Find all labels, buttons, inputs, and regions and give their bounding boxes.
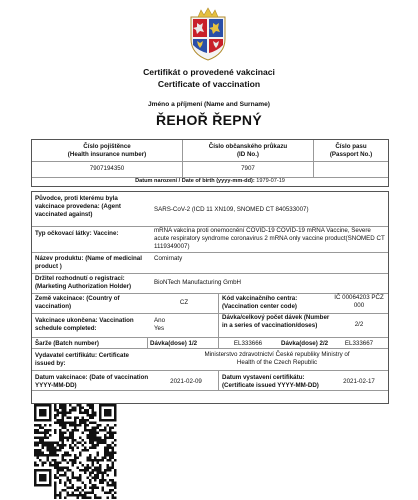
dose1-value: EL333666 xyxy=(233,340,263,347)
country-label: Země vakcinace: (Country of vaccination) xyxy=(35,295,120,310)
dose2-value: EL333667 xyxy=(344,340,374,347)
issuer-label: Vydavatel certifikátu: Certificate issued by: xyxy=(35,352,129,367)
title-czech: Certifikát o provedené vakcinaci xyxy=(143,67,275,77)
product-value: Comirnaty xyxy=(154,255,183,262)
idcard-value: 7907 xyxy=(241,165,255,172)
disease-value: SARS-CoV-2 (ICD 11 XN109, SNOMED CT 840533007) xyxy=(154,206,309,213)
ids-table xyxy=(31,139,389,187)
insurance-label: Číslo pojištěnce (Health insurance number) xyxy=(67,143,147,158)
completed-label: Vakcinace ukončena: Vaccination schedule completed: xyxy=(35,317,134,332)
date-of-birth: Datum narození / Date of birth (yyyy-mm-dd): 1979-07-19 xyxy=(135,178,285,184)
center-label: Kód vakcinačního centra: (Vaccination center code) xyxy=(222,295,298,310)
holder-value: BioNTech Manufacturing GmbH xyxy=(154,279,242,286)
coat-of-arms-icon xyxy=(187,7,229,61)
title-english: Certificate of vaccination xyxy=(157,79,261,89)
completed-value: Ano Yes xyxy=(154,317,166,332)
holder-name: ŘEHOŘ ŘEPNÝ xyxy=(156,112,262,128)
insurance-value: 7907194350 xyxy=(89,165,125,172)
doses-value: 2/2 xyxy=(354,321,364,328)
doses-label: Dávka/celkový počet dávek (Number in a series of vaccination/doses) xyxy=(222,314,330,329)
center-value: IČ 00064203 PČZ 000 xyxy=(334,294,384,309)
vaccination-date-label: Datum vakcinace: (Date of vaccination YYYY-MM-DD) xyxy=(35,374,149,389)
product-label: Název produktu: (Name of medicinal product ) xyxy=(35,255,142,270)
vaccine-type-label: Typ očkovací látky: Vaccine: xyxy=(35,230,119,237)
idcard-label: Číslo občanského průkazu (ID No.) xyxy=(208,143,288,158)
dose1-label: Dávka(dose) 1/2 xyxy=(150,340,198,347)
vaccination-date-value: 2021-02-09 xyxy=(170,378,202,385)
passport-label: Číslo pasu (Passport No.) xyxy=(329,143,373,158)
issued-date-value: 2021-02-17 xyxy=(343,378,375,385)
country-value: CZ xyxy=(179,299,189,306)
issuer-value: Ministerstvo zdravotnictví České republiky Ministry of Health of the Czech Republic xyxy=(204,351,350,366)
name-label: Jméno a příjmení (Name and Surname) xyxy=(147,101,271,108)
disease-label: Původce, proti kterému byla vakcinace provedena: (Agent vaccinated against) xyxy=(35,195,121,218)
issued-date-label: Datum vystavení certifikátu: (Certificate issued YYYY-MM-DD) xyxy=(222,374,319,389)
batch-label: Šarže (Batch number) xyxy=(35,340,99,347)
vaccine-type-value: mRNA vakcína proti onemocnění COVID-19 COVID-19 mRNA Vaccine, Severe acute respiratory syndrome coronavirus 2 mRNA only vaccine product(SNOMED CT 1119349007) xyxy=(154,227,385,250)
dose2-label: Dávka(dose) 2/2 xyxy=(281,340,329,347)
vaccination-table xyxy=(31,191,389,404)
holder-label: Držitel rozhodnutí o registraci: (Marketing Authorization Holder) xyxy=(35,275,132,290)
qr-code-icon xyxy=(34,404,117,500)
